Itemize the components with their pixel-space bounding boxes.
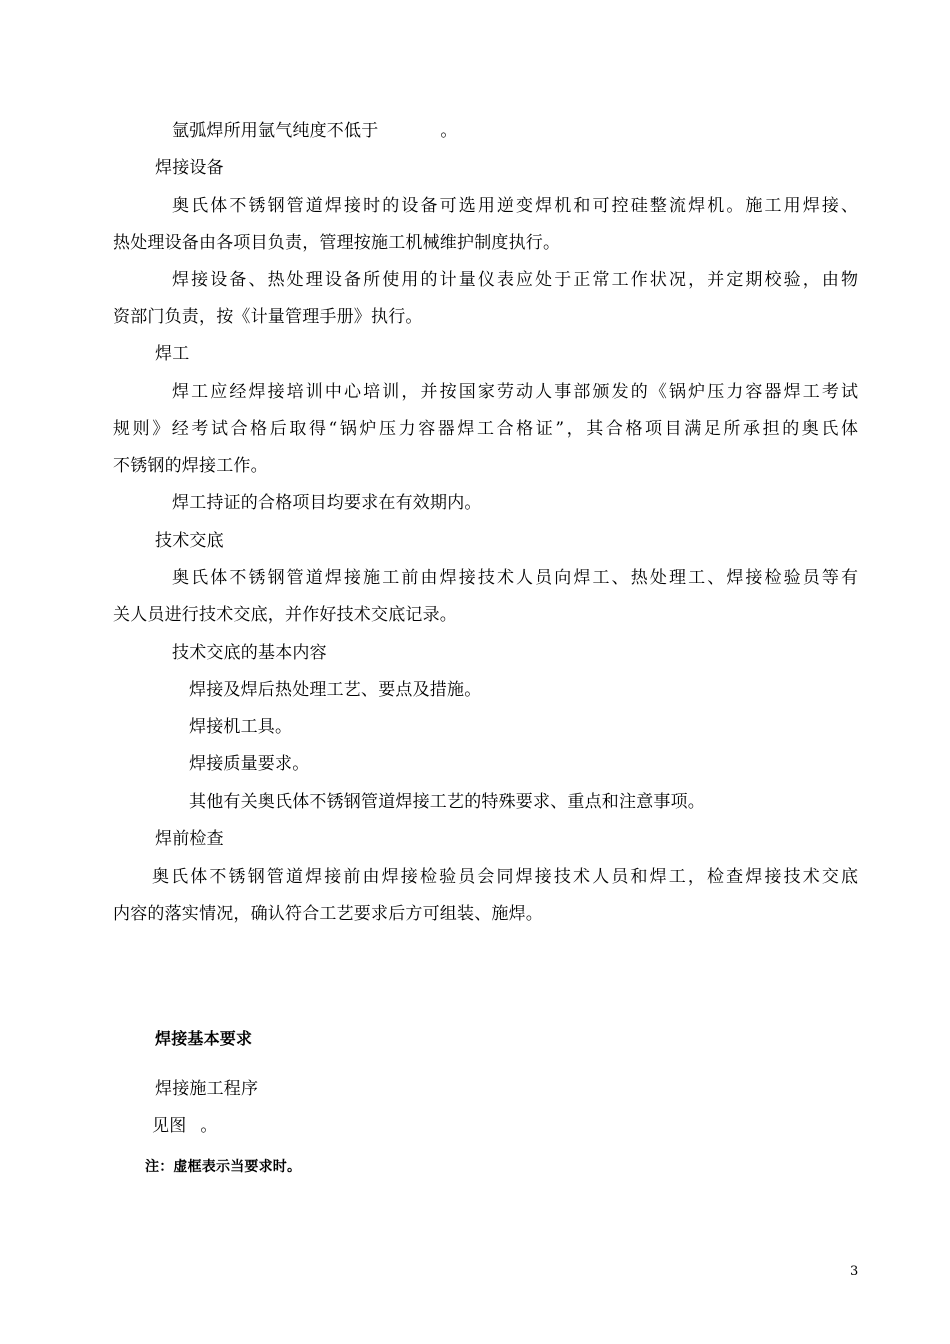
welding-procedure-heading: 焊接施工程序 xyxy=(155,1079,259,1099)
argon-purity-line xyxy=(172,119,458,143)
precheck-paragraph-line-1: 奥氏体不锈钢管道焊接前由焊接检验员会同焊接技术人员和焊工，检查焊接技术交底 xyxy=(152,867,858,887)
equipment-paragraph-2-line-2: 资部门负责，按《计量管理手册》执行。 xyxy=(113,307,423,327)
heading-welder: 焊工 xyxy=(155,344,190,364)
figure-note: 注：虚框表示当要求时。 xyxy=(145,1159,302,1175)
briefing-subheading: 技术交底的基本内容 xyxy=(172,643,327,663)
heading-welding-equipment: 焊接设备 xyxy=(155,158,224,178)
see-figure-line xyxy=(152,1114,218,1138)
equipment-paragraph-1-line-2: 热处理设备由各项目负责，管理按施工机械维护制度执行。 xyxy=(113,233,561,253)
argon-purity-text: 氩弧焊所用氩气纯度不低于 xyxy=(172,121,379,141)
briefing-item: 焊接及焊后热处理工艺、要点及措施。 xyxy=(189,680,482,700)
see-figure-text: 见图 xyxy=(152,1116,187,1136)
welder-paragraph-1-line-2: 规则》经考试合格后取得“锅炉压力容器焊工合格证”，其合格项目满足所承担的奥氏体 xyxy=(113,419,858,439)
heading-pre-weld-inspection: 焊前检查 xyxy=(155,829,224,849)
precheck-paragraph-line-2: 内容的落实情况，确认符合工艺要求后方可组装、施焊。 xyxy=(113,904,543,924)
welder-paragraph-1-line-1: 焊工应经焊接培训中心培训，并按国家劳动人事部颁发的《锅炉压力容器焊工考试 xyxy=(172,382,858,402)
briefing-paragraph-line-2: 关人员进行技术交底，并作好技术交底记录。 xyxy=(113,605,457,625)
welder-paragraph-2: 焊工持证的合格项目均要求在有效期内。 xyxy=(172,493,482,513)
heading-welding-basic-requirements: 焊接基本要求 xyxy=(155,1029,253,1048)
page-number: 3 xyxy=(850,1264,859,1279)
briefing-item: 其他有关奥氏体不锈钢管道焊接工艺的特殊要求、重点和注意事项。 xyxy=(189,792,705,812)
briefing-item: 焊接机工具。 xyxy=(189,717,293,737)
heading-technical-briefing: 技术交底 xyxy=(155,531,224,551)
see-figure-period: 。 xyxy=(200,1116,218,1136)
argon-purity-period: 。 xyxy=(440,121,458,141)
equipment-paragraph-2-line-1: 焊接设备、热处理设备所使用的计量仪表应处于正常工作状况，并定期校验，由物 xyxy=(172,270,858,290)
equipment-paragraph-1-line-1: 奥氏体不锈钢管道焊接时的设备可选用逆变焊机和可控硅整流焊机。施工用焊接、 xyxy=(172,196,858,216)
briefing-paragraph-line-1: 奥氏体不锈钢管道焊接施工前由焊接技术人员向焊工、热处理工、焊接检验员等有 xyxy=(172,568,858,588)
briefing-item: 焊接质量要求。 xyxy=(189,754,310,774)
welder-paragraph-1-line-3: 不锈钢的焊接工作。 xyxy=(113,456,268,476)
